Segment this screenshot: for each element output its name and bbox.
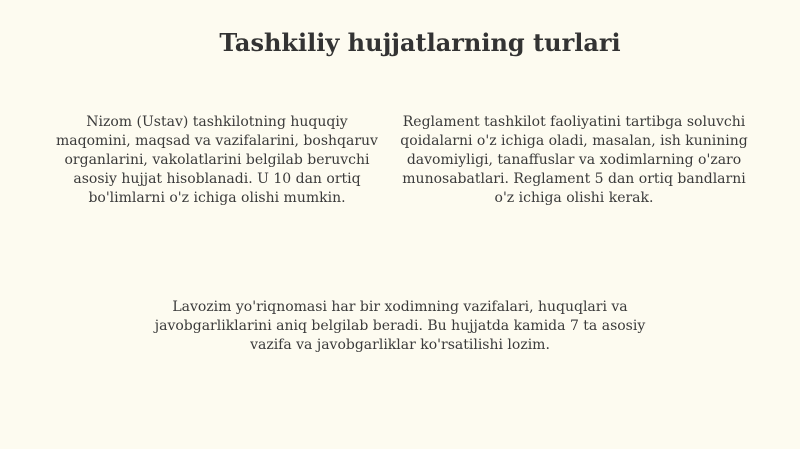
lavozim-yoriqnomasi-description: Lavozim yo'riqnomasi har bir xodimning vazifalari, huquqlari va javobgarliklarini aniq belgilab beradi. Bu hujjatda kamida 7 ta asosiy vazifa va javobgarliklar ko'rsatilishi lozim.: [154, 299, 646, 353]
slide-title: Tashkiliy hujjatlarning turlari: [219, 28, 621, 57]
reglament-description: Reglament tashkilot faoliyatini tartibga soluvchi qoidalarni o'z ichiga oladi, masalan, ish kunining davomiyligi, tanaffuslar va xodimlarning o'zaro munosabatlari. Reglament 5 dan ortiq bandlarni o'z ichiga olishi kerak.: [400, 114, 748, 206]
nizom-description: Nizom (Ustav) tashkilotning huquqiy maqomini, maqsad va vazifalarini, boshqaruv organlarini, vakolatlarini belgilab beruvchi asosiy hujjat hisoblanadi. U 10 dan ortiq bo'limlarni o'z ichiga olishi mumkin.: [56, 114, 378, 206]
